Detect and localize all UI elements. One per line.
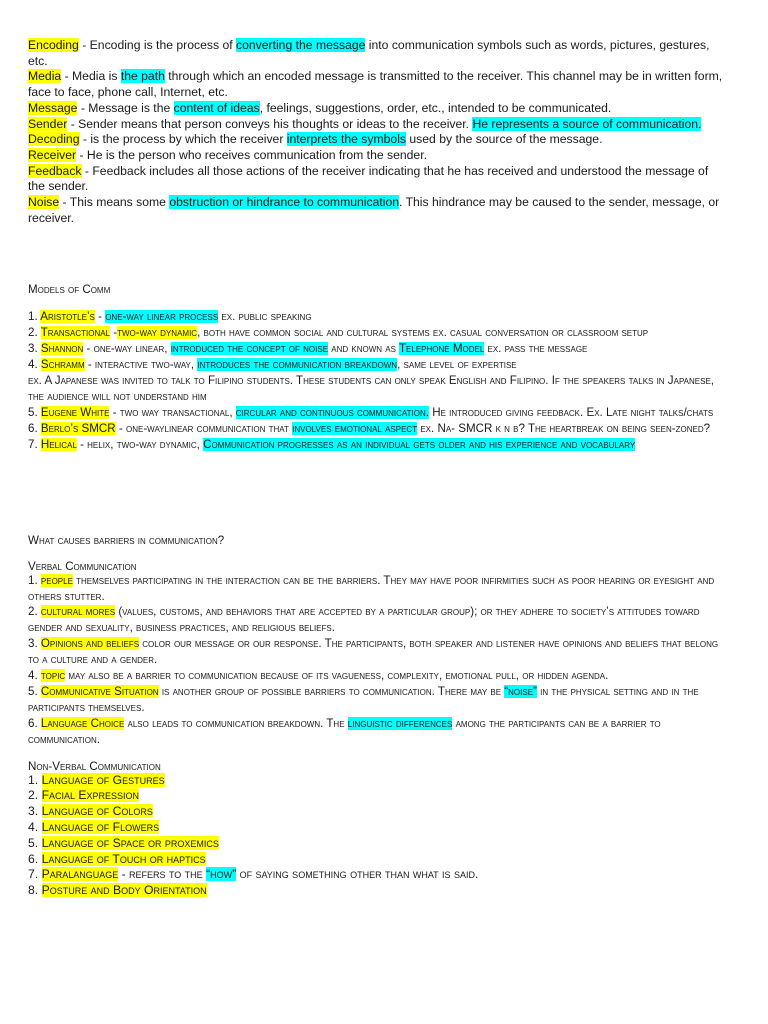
term-message: Message	[28, 100, 78, 115]
model-item: 7. Helical - helix, two-way dynamic, Communication progresses as an individual gets older and his experience and vocabulary	[28, 437, 636, 451]
verbal-item: 4. topic may also be a barrier to communication because of its vagueness, complexity, emotional pull, or hidden agenda.	[28, 669, 609, 683]
definition-noise: Noise - This means some obstruction or hindrance to communication. This hindrance may be caused to the sender, message, or receiver.	[28, 195, 720, 225]
definition-decoding: Decoding - is the process by which the receiver interprets the symbols used by the source of the message.	[28, 132, 603, 147]
model-name: Eugene White	[40, 405, 110, 419]
nonverbal-heading: Non-Verbal Communication	[28, 759, 161, 773]
verbal-item: 5. Communicative Situation is another group of possible barriers to communication. There may be “noise” in the physical setting and in the participants themselves.	[28, 684, 699, 714]
nonverbal-item: 5. Language of Space or proxemics	[28, 835, 219, 850]
model-item: 1. Aristotle’s - one-way linear process ex. public speaking	[28, 310, 312, 324]
model-item: 2. Transactional -two-way dynamic, both have common social and cultural systems ex. casual conversation or classroom setup	[28, 326, 649, 340]
definition-feedback: Feedback - Feedback includes all those actions of the receiver indicating that he has received and understood the message of the sender.	[28, 163, 709, 194]
definition-receiver: Receiver - He is the person who receives communication from the sender.	[28, 147, 427, 162]
nonverbal-item: 6. Language of Touch or haptics	[28, 851, 206, 866]
model-item: 3. Shannon - one-way linear, introduced the concept of noise and known as Telephone Model ex. pass the message	[28, 342, 588, 356]
definition-media: Media - Media is the path through which an encoded message is transmitted to the receiver. This channel may be in written form, face to face, phone call, Internet, etc.	[28, 69, 723, 100]
model-name: Transactional	[40, 326, 111, 340]
verbal-item: 3. Opinions and beliefs color our message or our response. The participants, both speaker and listener have opinions and beliefs that belong to a culture and a gender.	[28, 637, 719, 667]
term-encoding: Encoding	[28, 38, 79, 52]
nonverbal-item: 7. Paralanguage - refers to the “how” of saying something other than what is said.	[28, 867, 479, 882]
term-feedback: Feedback	[28, 163, 82, 178]
model-name: Helical	[40, 437, 77, 451]
term-media: Media	[28, 69, 62, 84]
definition-message: Message - Message is the content of ideas, feelings, suggestions, order, etc., intended to be communicated.	[28, 100, 612, 115]
verbal-item: 6. Language Choice also leads to communication breakdown. The linguistic differences among the participants can be a barrier to communication.	[28, 716, 661, 746]
definition-sender: Sender - Sender means that person conveys his thoughts or ideas to the receiver. He represents a source of communication.	[28, 116, 702, 131]
model-item: 5. Eugene White - two way transactional, circular and continuous communication. He introduced giving feedback. Ex. Late night talks/chats	[28, 405, 714, 419]
model-item: 4. Schramm - interactive two-way, introduces the communication breakdown, same level of expertise	[28, 358, 517, 372]
term-receiver: Receiver	[28, 147, 77, 162]
models-heading: Models of Comm	[28, 283, 111, 297]
nonverbal-item: 4. Language of Flowers	[28, 819, 160, 834]
term-decoding: Decoding	[28, 132, 80, 147]
verbal-list	[28, 573, 728, 748]
nonverbal-item: 2. Facial Expression	[28, 788, 140, 803]
model-name: Schramm	[40, 358, 85, 372]
term-sender: Sender	[28, 116, 68, 131]
verbal-item: 1. people themselves participating in the interaction can be the barriers. They may have poor infirmities such as poor hearing or eyesight and others stutter.	[28, 573, 715, 603]
barriers-heading: What causes barriers in communication?	[28, 533, 225, 547]
verbal-heading: Verbal Communication	[28, 559, 137, 573]
nonverbal-item: 8. Posture and Body Orientation	[28, 883, 207, 898]
term-noise: Noise	[28, 195, 60, 210]
model-name: Shannon	[40, 342, 84, 356]
nonverbal-list	[28, 773, 728, 899]
nonverbal-item: 1. Language of Gestures	[28, 772, 165, 787]
model-item: 6. Berlo’s SMCR - one-waylinear communication that involves emotional aspect ex. Na- SMCR k n b? The heartbreak on being seen-zoned?	[28, 421, 711, 435]
definitions-section	[28, 38, 728, 226]
definition-encoding: Encoding - Encoding is the process of converting the message into communication symbols such as words, pictures, gestures, etc.	[28, 38, 710, 68]
models-list	[28, 309, 728, 452]
model-example: ex. A Japanese was invited to talk to Filipino students. These students can only speak English and Filipino. If the speakers talks in Japanese, the audience will not understand him	[28, 374, 715, 403]
verbal-item: 2. cultural mores (values, customs, and behaviors that are accepted by a particular group); or they adhere to society’s attitudes toward gender and sexuality, business practices, and religious beliefs.	[28, 605, 700, 635]
nonverbal-item: 3. Language of Colors	[28, 804, 153, 819]
model-name: Aristotle’s	[40, 310, 95, 324]
document-page	[28, 38, 728, 899]
model-name: Berlo’s SMCR	[40, 421, 116, 435]
